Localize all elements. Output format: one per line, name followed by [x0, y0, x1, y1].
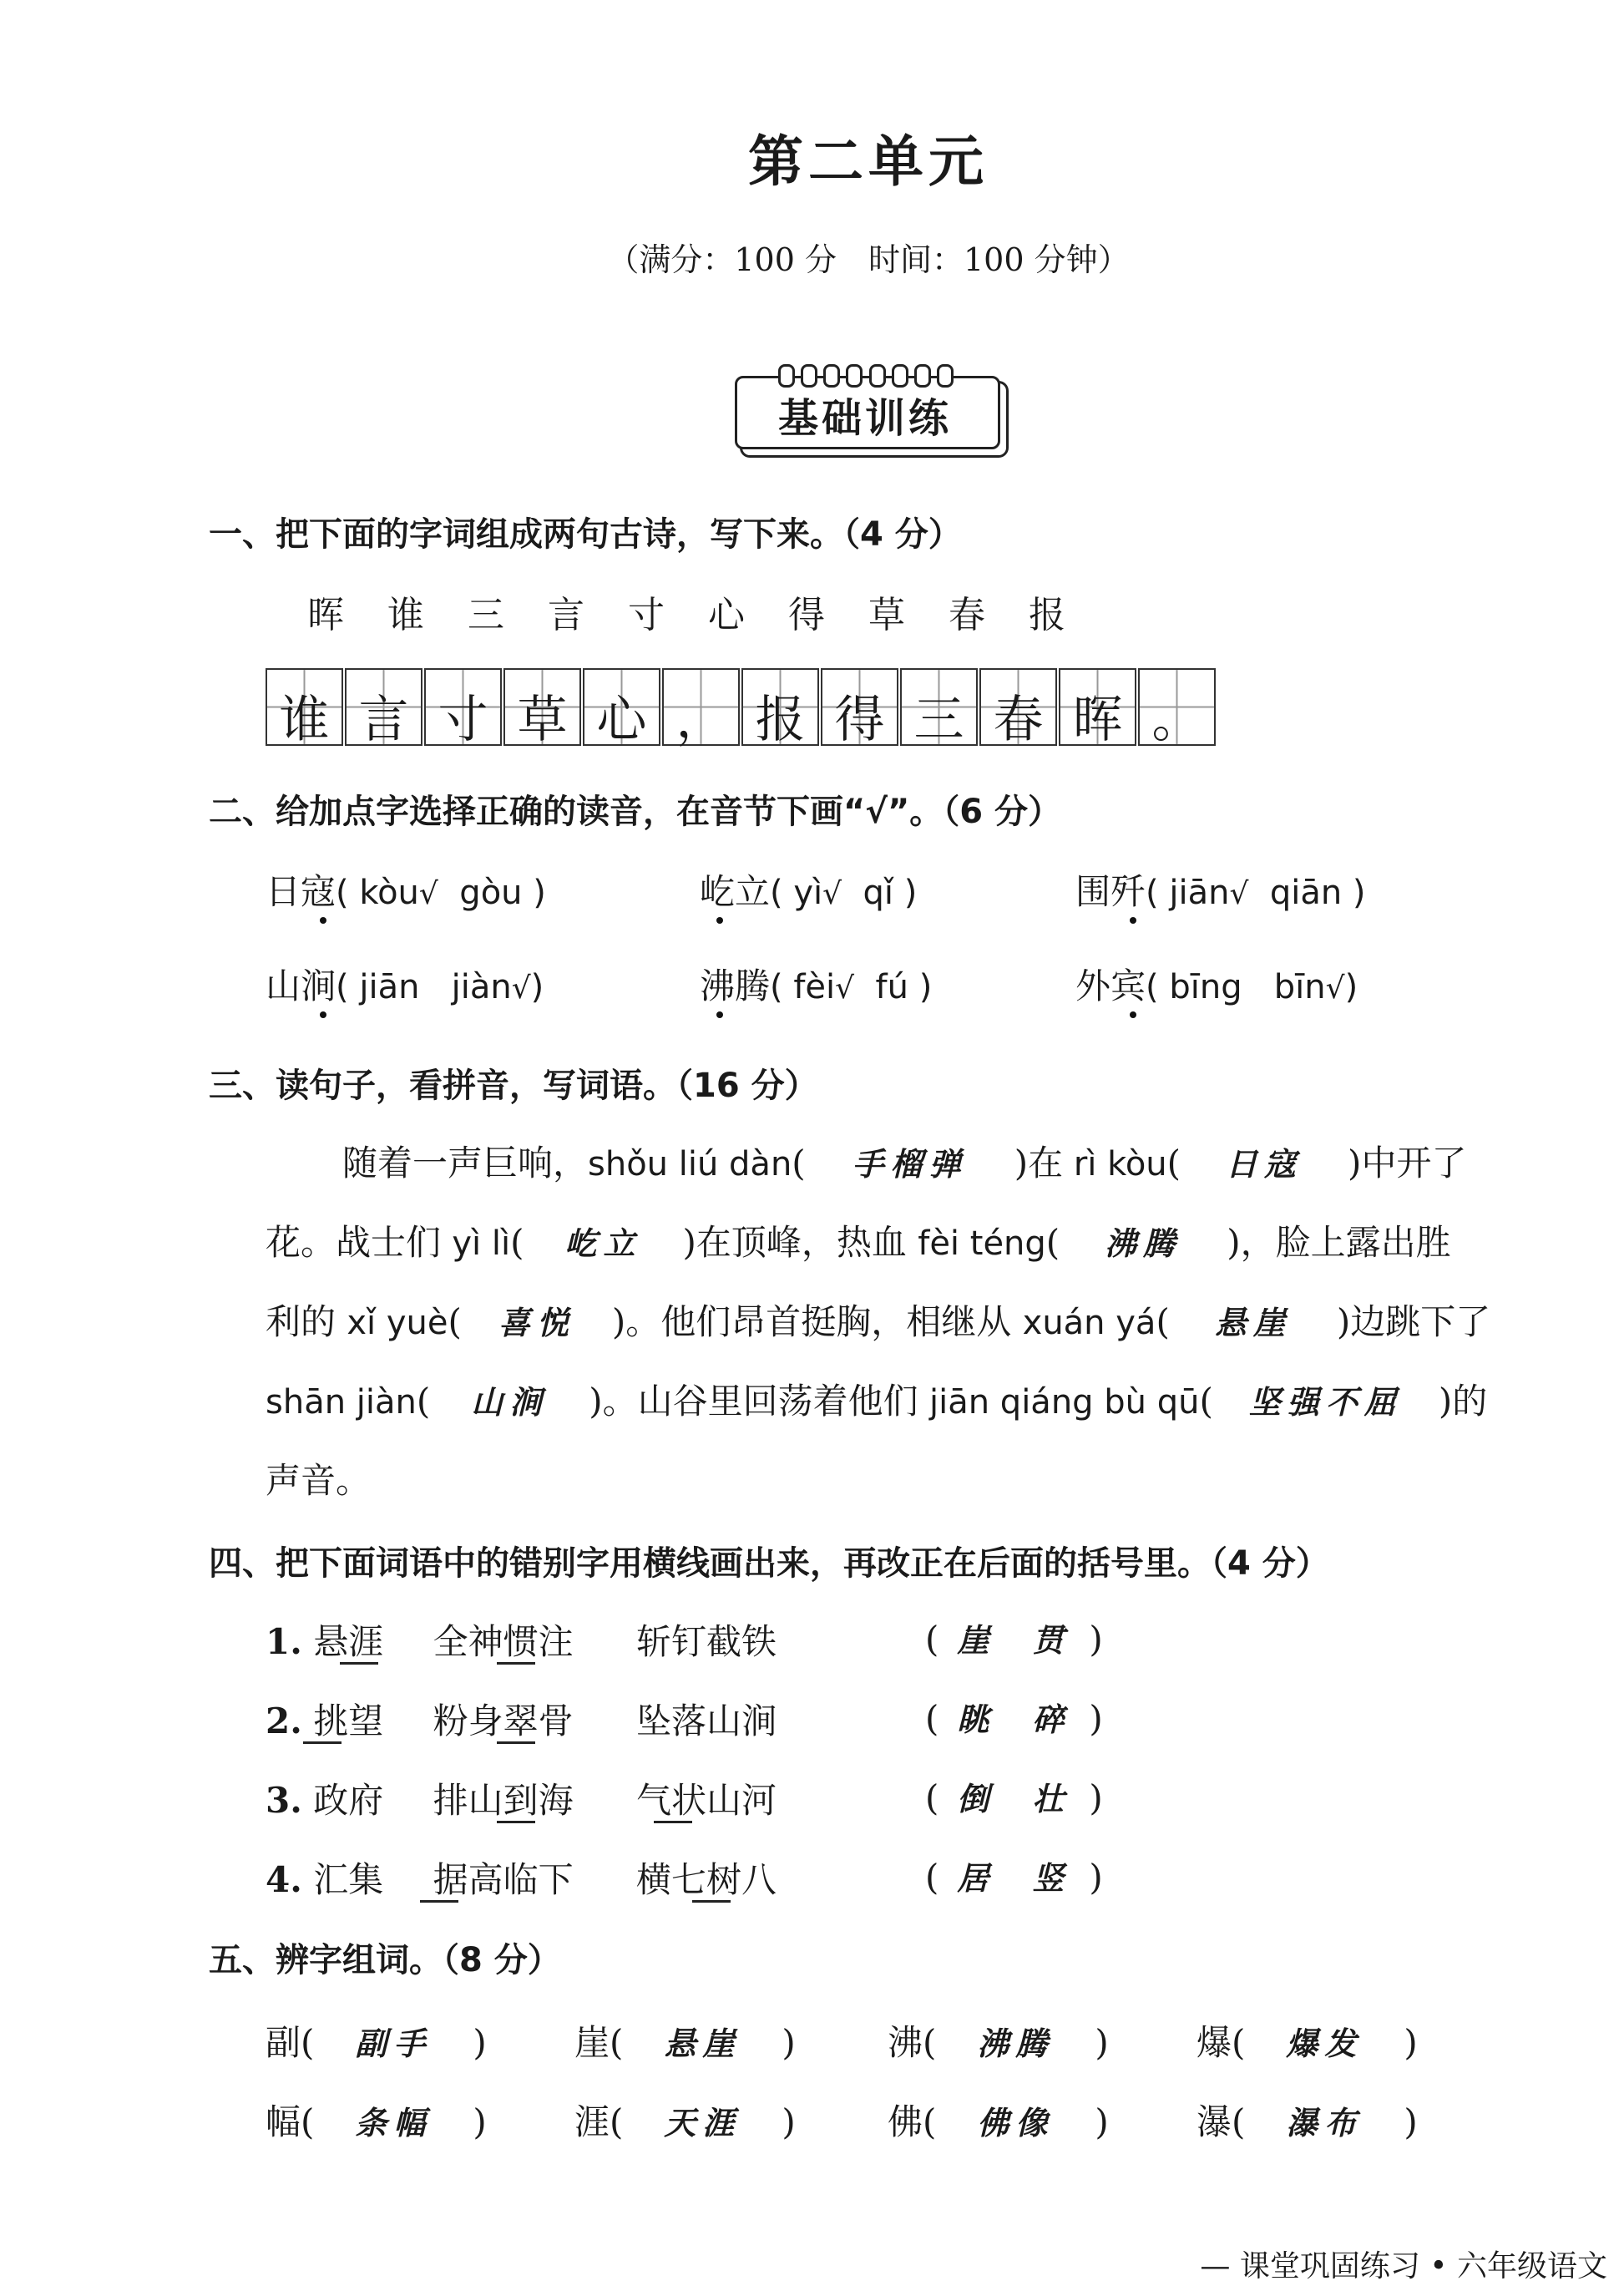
q2-item-3: 围歼( jiān√ qiān ) — [1075, 871, 1366, 912]
q4-answer-4: ( 居 竖 ) — [925, 1857, 1103, 1898]
error-underline — [420, 1900, 458, 1903]
q2-item-2: 屹立( yì√ qǐ ) — [700, 871, 918, 912]
q4-row-2: 2. 挑望 粉身翠骨 坠落山涧 — [266, 1701, 777, 1741]
q1-answer-grid — [266, 668, 1217, 749]
error-underline — [497, 1662, 535, 1665]
q1-title: 一、把下面的字词组成两句古诗，写下来。（4 分） — [209, 515, 962, 554]
q5-item: 涯( 天涯 ) — [574, 2101, 796, 2142]
error-underline — [340, 1662, 378, 1665]
q4-answer-2: ( 眺 碎 ) — [925, 1698, 1103, 1739]
q5-item: 幅( 条幅 ) — [266, 2101, 487, 2142]
grid-cell: ， — [662, 668, 740, 746]
q5-item: 瀑( 瀑布 ) — [1196, 2101, 1418, 2142]
q3-line-4: shān jiàn( 山涧 )。山谷里回荡着他们 jiān qiáng bù qū( 坚强不屈 )的 — [266, 1381, 1488, 1422]
q4-answer-3: ( 倒 壮 ) — [925, 1777, 1103, 1818]
q5-item: 沸( 沸腾 ) — [888, 2022, 1109, 2063]
error-underline — [692, 1900, 731, 1903]
emphasis-dot — [1130, 917, 1136, 924]
error-underline — [303, 1741, 341, 1744]
page-title: 第二单元 — [748, 129, 989, 194]
q1-characters: 晖谁三言寸心得草春报 — [307, 594, 1109, 636]
grid-cell: 得 — [821, 668, 898, 746]
grid-cell: 寸 — [424, 668, 502, 746]
q2-item-4: 山涧( jiān jiàn√) — [266, 966, 544, 1006]
grid-cell: 谁 — [266, 668, 343, 746]
error-underline — [654, 1821, 692, 1823]
q4-row-3: 3. 政府 排山到海 气状山河 — [266, 1780, 777, 1821]
section-title: 基础训练 — [777, 395, 952, 442]
page-footer: — 课堂巩固练习 • 六年级语文 — [1200, 2249, 1607, 2283]
section-badge — [735, 367, 1002, 443]
q2-title: 二、给加点字选择正确的读音，在音节下画“√”。（6 分） — [209, 793, 1062, 831]
q3-line-3: 利的 xǐ yuè( 喜悦 )。他们昂首挺胸，相继从 xuán yá( 悬崖 )边跳下了 — [266, 1301, 1491, 1342]
emphasis-dot — [320, 917, 326, 924]
q4-answer-1: ( 崖 贯 ) — [925, 1619, 1103, 1660]
q4-row-4: 4. 汇集 据高临下 横七树八 — [266, 1859, 777, 1900]
grid-cell: 心 — [583, 668, 660, 746]
q3-line-2: 花。战士们 yì lì( 屹立 )在顶峰，热血 fèi téng( 沸腾 )，脸上露出胜 — [266, 1222, 1451, 1263]
score-time-info: （满分：100 分 时间：100 分钟） — [607, 241, 1130, 278]
q4-row-1: 1. 悬涯 全神惯注 斩钉截铁 — [266, 1621, 777, 1662]
emphasis-dot — [716, 1011, 723, 1018]
emphasis-dot — [716, 917, 723, 924]
grid-cell: 草 — [503, 668, 581, 746]
grid-cell: 言 — [345, 668, 422, 746]
q2-item-5: 沸腾( fèi√ fú ) — [700, 966, 933, 1006]
emphasis-dot — [1130, 1011, 1136, 1018]
q3-line-1: 随着一声巨响，shǒu liú dàn( 手榴弹 )在 rì kòu( 日寇 )中开了 — [342, 1143, 1467, 1184]
q5-item: 爆( 爆发 ) — [1196, 2022, 1418, 2063]
grid-cell: 报 — [741, 668, 819, 746]
q5-title: 五、辨字组词。（8 分） — [209, 1941, 561, 1979]
q5-item: 佛( 佛像 ) — [888, 2101, 1109, 2142]
grid-cell: 。 — [1138, 668, 1216, 746]
error-underline — [497, 1741, 535, 1744]
grid-cell: 晖 — [1059, 668, 1136, 746]
q2-item-1: 日寇( kòu√ gòu ) — [266, 871, 546, 912]
q4-title: 四、把下面词语中的错别字用横线画出来，再改正在后面的括号里。（4 分） — [209, 1544, 1329, 1583]
grid-cell: 春 — [979, 668, 1057, 746]
q5-item: 副( 副手 ) — [266, 2022, 487, 2063]
error-underline — [497, 1821, 535, 1823]
q5-item: 崖( 悬崖 ) — [574, 2022, 796, 2063]
q3-line-5: 声音。 — [266, 1460, 372, 1501]
q3-title: 三、读句子，看拼音，写词语。（16 分） — [209, 1067, 818, 1105]
q2-item-6: 外宾( bīng bīn√) — [1075, 966, 1358, 1006]
emphasis-dot — [320, 1011, 326, 1018]
grid-cell: 三 — [900, 668, 978, 746]
